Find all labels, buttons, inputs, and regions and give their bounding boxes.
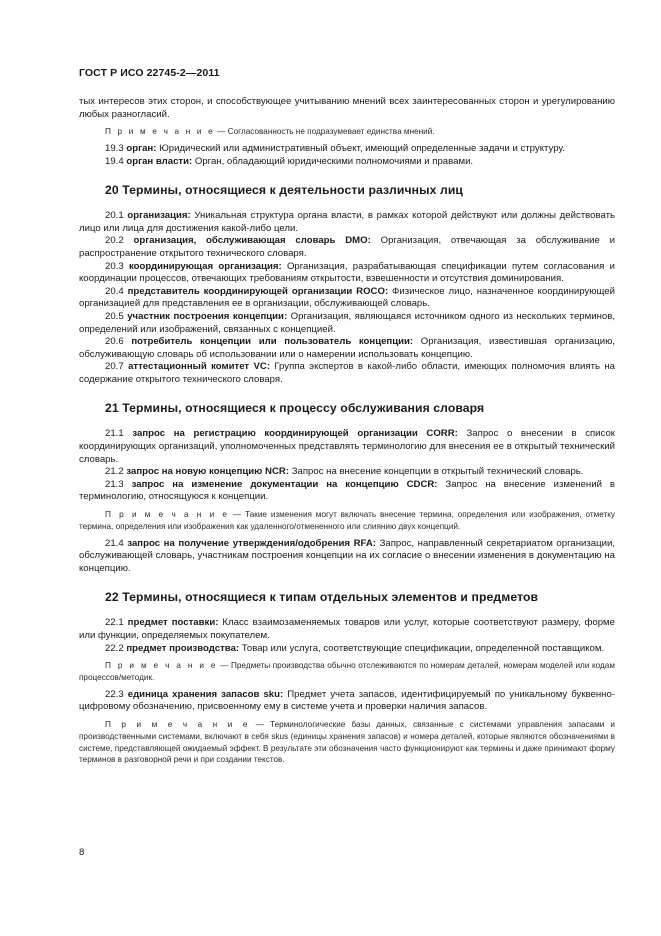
term-entry [79,311,615,336]
intro-note [79,126,615,138]
term-name: запрос на регистрацию координирующей организации CORR: [132,428,458,440]
note-text: — Терминологические базы данных, связанные с системами управления запасами и производственными системами, включают в себя skus (единицы хранения запасов) и номера деталей, которые являются обозначениями в системе, представляющей ожидаемый эффект. В результате эти обозначения часто функционируют как термины и даже принимают форму терминов в разговорной речи и при создании текстов. [79,719,615,765]
section-21-heading: 21 Термины, относящиеся к процессу обслуживания словаря [105,401,485,416]
term-entry [79,361,615,386]
section-21-note [79,509,615,533]
term-number: 21.4 [105,537,124,549]
term-definition: Уникальная структура органа власти, в рамках которой действуют или должны действовать лицо или лица для достижения какой-либо цели. [79,210,615,234]
term-definition: Юридический или административный объект, имеющий определенные задачи и структуру. [156,142,565,154]
term-name: орган: [126,142,157,154]
term-name: запрос на изменение документации на концепцию CDCR: [131,478,438,490]
intro-paragraph: тых интересов этих сторон, и способствующее учитыванию мнений всех заинтересованных сторон и урегулированию любых разногласий. [79,96,615,120]
term-definition: Физическое лицо, назначенное координирующей организацией для представления ее в организации, обслуживающей словарь. [79,285,615,310]
term-definition: Организация, разрабатывающая спецификации путем согласования и координации процессов, отвечающих требованиям открытости, взвешенности и отсутствия доминирования. [79,260,615,285]
term-name: координирующая организация: [128,260,282,272]
term-number: 19.3 [105,142,124,154]
note-label: П р и м е ч а н и е [105,127,215,137]
section-22-note-1 [79,660,615,684]
term-name: представитель координирующей организации ROCO: [127,285,389,297]
term-number: 20.5 [105,310,124,322]
section-22-heading: 22 Термины, относящиеся к типам отдельных элементов и предметов [105,590,539,605]
note-text: — Предметы производства обычно отслеживаются по номерам деталей, номерам моделей или кодам процессов/методик. [79,661,615,682]
term-name: запрос на получение утверждения/одобрения RFA: [127,537,376,549]
term-number: 22.2 [105,642,124,654]
term-name: запрос на новую концепцию NCR: [126,466,290,478]
section-22-note-2 [79,719,615,766]
term-number: 20.3 [105,260,124,272]
term-name: предмет поставки: [127,617,219,629]
note-label: П р и м е ч а н и е [105,510,230,520]
term-entry [79,235,615,260]
term-definition: Организация, известившая организацию, обслуживающую словарь об использовании или о намерении использовать концепцию. [79,336,615,360]
term-definition: Запрос на внесение концепции в открытый технический словарь. [289,466,584,478]
term-definition: Запрос на внесение изменений в терминологию, относящуюся к концепции. [79,478,615,503]
term-number: 22.3 [105,688,124,700]
term-definition: Орган, обладающий юридическими полномочиями и правами. [192,155,474,167]
term-number: 20.6 [105,336,124,348]
document-header: ГОСТ Р ИСО 22745-2—2011 [79,67,220,79]
page-number: 8 [79,847,85,858]
term-number: 21.1 [105,428,124,440]
term-entry [79,286,615,311]
document-body [79,96,615,766]
term-number: 19.4 [105,155,124,167]
term-name: участник построения концепции: [127,310,288,322]
term-number: 20.1 [105,210,124,222]
term-name: аттестационный комитет VC: [128,361,271,373]
note-text: — Согласованность не подразумевает единства мнений. [214,127,435,137]
section-20-heading: 20 Термины, относящиеся к деятельности различных лиц [105,183,464,198]
term-definition: Организация, являющаяся источником одного из нескольких терминов, определений или изображений, связанных с концепцией. [79,310,615,335]
term-entry [79,156,615,169]
term-name: предмет производства: [126,642,240,654]
term-definition: Запрос о внесении в список координирующих организаций, уполномоченных представлять терминологию для внесения ее в открытый технический словарь. [79,428,615,465]
note-label: П р и м е ч а н и е [105,719,250,729]
term-entry [79,210,615,235]
term-number: 20.2 [105,235,124,247]
term-entry [79,617,615,642]
term-definition: Товар или услуга, соответствующие спецификации, определенной поставщиком. [239,642,605,654]
term-number: 21.3 [105,478,124,490]
note-text: — Такие изменения могут включать внесение термина, определения или изображения, отметку термина, определения или изображения как удаленного/отмененного или слиянию двух концепций. [79,510,616,531]
term-number: 20.7 [105,361,124,373]
term-definition: Группа экспертов в какой-либо области, имеющих полномочия влиять на содержание открытого технического словаря. [79,361,615,385]
term-number: 22.1 [105,617,124,629]
term-entry [79,689,615,714]
term-name: потребитель концепции или пользователь концепции: [131,336,414,348]
term-definition: Запрос, направленный секретариатом организации, обслуживающей словарь, участникам построения концепции на их согласие о внесении изменения в документацию на концепцию. [79,537,615,574]
term-entry [79,538,615,576]
term-definition: Класс взаимозаменяемых товаров или услуг, которые соответствуют размеру, форме или функции, определяемых покупателем. [79,617,615,642]
term-entry [79,336,615,361]
term-entry [79,261,615,286]
term-name: орган власти: [126,155,193,167]
term-definition: Предмет учета запасов, идентифицируемый по уникальному буквенно-цифровому обозначению, присвоенному ему в системе учета и проверки наличия запасов. [79,688,616,713]
term-entry [79,143,615,156]
term-entry [79,466,615,479]
term-entry [79,643,615,656]
term-number: 21.2 [105,466,124,478]
term-name: единица хранения запасов sku: [127,688,284,700]
term-name: организация: [127,210,191,222]
term-name: организация, обслуживающая словарь DMO: [133,235,371,247]
term-number: 20.4 [105,285,124,297]
note-label: П р и м е ч а н и е [105,661,218,671]
term-definition: Организация, отвечающая за обслуживание и распространение открытого технического словаря. [79,235,615,259]
term-entry [79,428,615,466]
term-entry [79,479,615,504]
